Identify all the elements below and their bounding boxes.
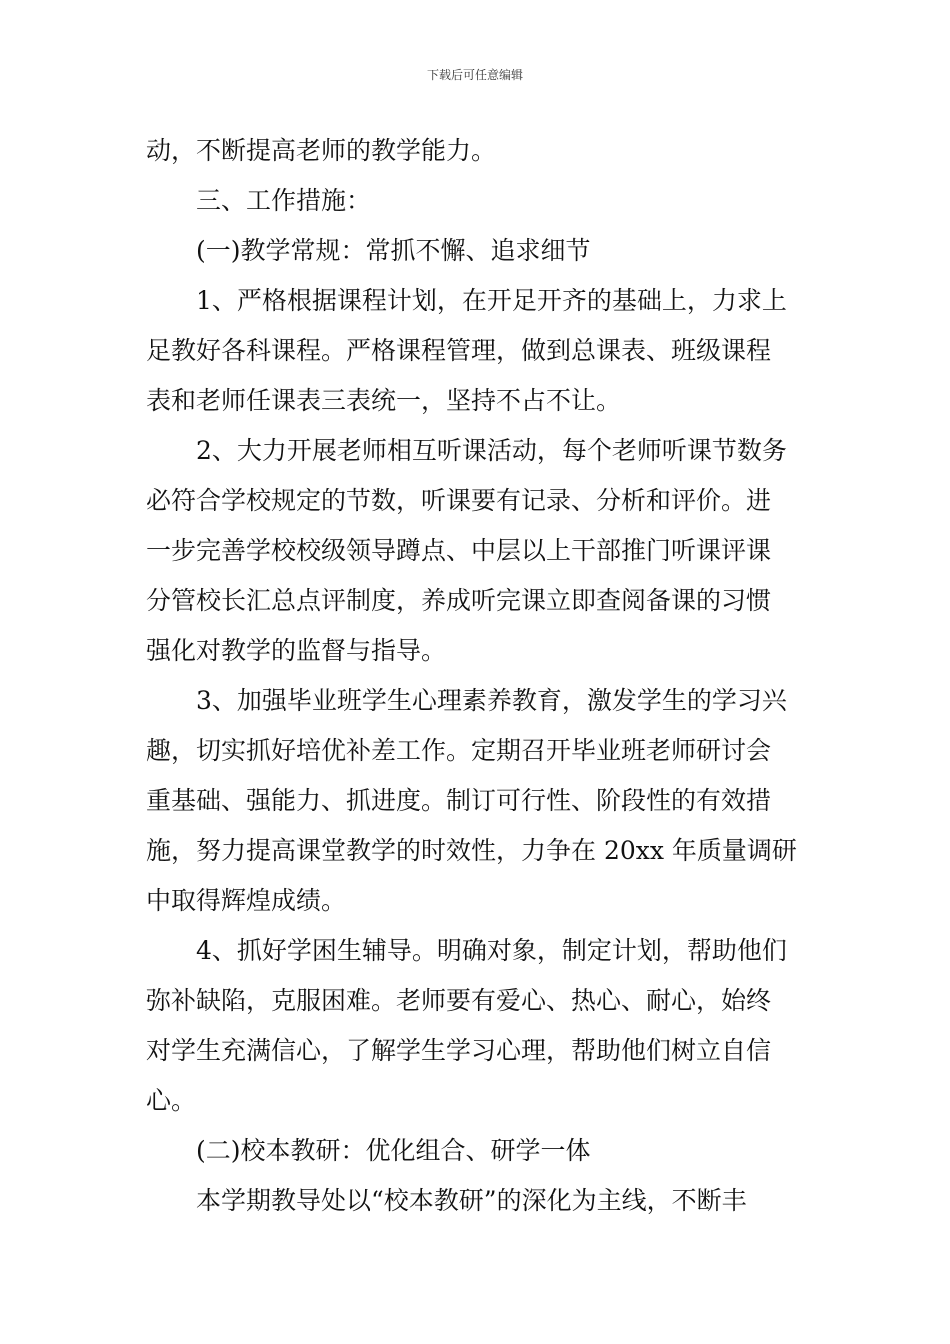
text-line: 分管校长汇总点评制度，养成听完课立即查阅备课的习惯 [146,586,772,615]
text-line: 一步完善学校校级领导蹲点、中层以上干部推门听课评课 [146,536,772,565]
text-line: 施，努力提高课堂教学的时效性，力争在 20xx 年质量调研 [146,836,797,865]
text-line: 动，不断提高老师的教学能力。 [146,136,497,165]
text-line: 必符合学校规定的节数，听课要有记录、分析和评价。进 [146,486,772,515]
subsection-heading: (二)校本教研：优化组合、研学一体 [196,1136,591,1165]
text-line: 弥补缺陷，克服困难。老师要有爱心、热心、耐心，始终 [146,986,772,1015]
text-line: 1、严格根据课程计划，在开足开齐的基础上，力求上 [196,286,787,315]
page-header: 下载后可任意编辑 [426,68,523,82]
text-line: 表和老师任课表三表统一，坚持不占不让。 [146,386,622,415]
text-line: 心。 [146,1086,197,1115]
text-line: 重基础、强能力、抓进度。制订可行性、阶段性的有效措 [146,786,772,815]
subsection-heading: (一)教学常规：常抓不懈、追求细节 [196,236,591,265]
text-line: 4、抓好学困生辅导。明确对象，制定计划，帮助他们 [196,936,787,965]
text-line: 3、加强毕业班学生心理素养教育，激发学生的学习兴 [196,686,787,715]
text-line: 本学期教导处以“校本教研”的深化为主线，不断丰 [196,1186,747,1215]
text-line: 强化对教学的监督与指导。 [146,636,447,665]
text-line: 趣，切实抓好培优补差工作。定期召开毕业班老师研讨会 [146,736,772,765]
text-line: 对学生充满信心，了解学生学习心理，帮助他们树立自信 [146,1036,772,1065]
document-body [146,126,806,1226]
text-line: 中取得辉煌成绩。 [146,886,347,915]
text-line: 足教好各科课程。严格课程管理，做到总课表、班级课程 [146,336,772,365]
section-heading: 三、工作措施： [196,186,372,215]
text-line: 2、大力开展老师相互听课活动，每个老师听课节数务 [196,436,787,465]
